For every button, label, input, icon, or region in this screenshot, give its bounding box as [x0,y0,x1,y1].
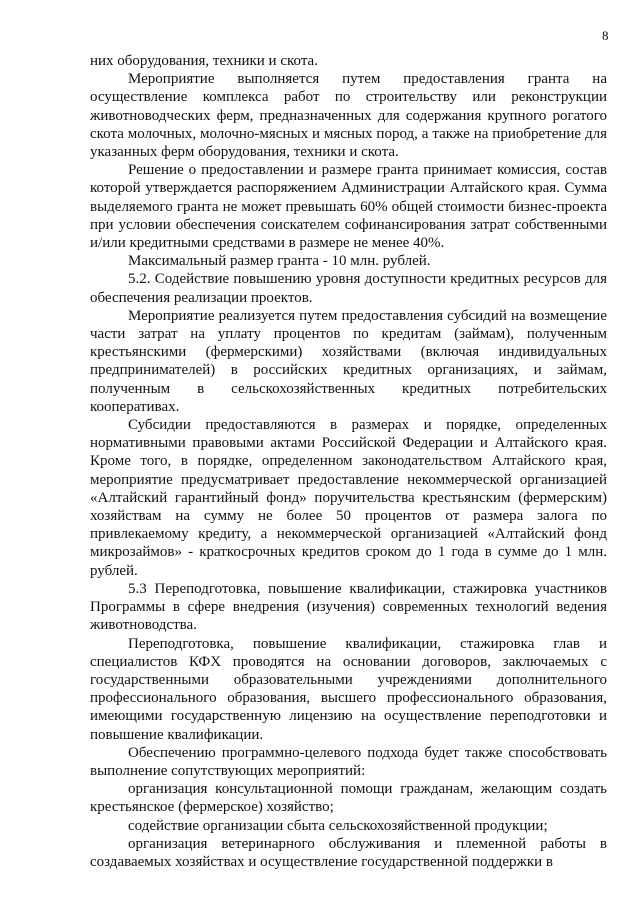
paragraph: Переподготовка, повышение квалификации, стажировка глав и специалистов КФХ проводятся на основании договоров, заключаемых с государственными образовательными учреждениями дополнительного профессионального образования, высшего профессионального образования, имеющими государственную лицензию на осуществление переподготовки и повышение квалификации. [90,635,607,743]
paragraph: 5.2. Содействие повышению уровня доступности кредитных ресурсов для обеспечения реализации проектов. [90,271,607,306]
paragraph: Обеспечению программно-целевого подхода будет также способствовать выполнение сопутствующих мероприятий: [90,744,607,779]
paragraph: Максимальный размер гранта - 10 млн. рублей. [128,253,431,270]
paragraph: Мероприятие выполняется путем предоставления гранта на осуществление комплекса работ по строительству или реконструкции животноводческих ферм, предназначенных для содержания крупного рогатого скота молочных, молочно-мясных и мясных пород, а также на приобретение для указанных ферм оборудования, техники и скота. [90,71,607,161]
page-number: 8 [602,28,609,43]
paragraph: них оборудования, техники и скота. [90,53,318,69]
paragraph: содействие организации сбыта сельскохозяйственной продукции; [128,817,548,834]
paragraph: организация ветеринарного обслуживания и племенной работы в создаваемых хозяйствах и осуществление государственной поддержки в [90,835,607,870]
paragraph: организация консультационной помощи гражданам, желающим создать крестьянское (фермерское) хозяйство; [90,781,607,816]
paragraph: Мероприятие реализуется путем предоставления субсидий на возмещение части затрат на уплату процентов по кредитам (займам), полученным крестьянскими (фермерскими) хозяйствами (включая индивидуальных предпринимателей) в российских кредитных организациях, и займам, полученным в сельскохозяйственных кредитных потребительских кооперативах. [90,307,607,415]
paragraph: Субсидии предоставляются в размерах и порядке, определенных нормативными правовыми актами Российской Федерации и Алтайского края. Кроме того, в порядке, определенном законодательством Алтайского края, мероприятие предусматривает предоставление некоммерческой организацией «Алтайский гарантийный фонд» поручительства крестьянским (фермерским) хозяйствам на сумму не более 50 процентов от размера залога по привлекаемому кредиту, а некоммерческой организацией «Алтайский фонд микрозаймов» - краткосрочных кредитов сроком до 1 года в сумме до 1 млн. рублей. [90,417,607,579]
document-body [90,52,607,871]
paragraph: 5.3 Переподготовка, повышение квалификации, стажировка участников Программы в сфере внедрения (изучения) современных технологий ведения животноводства. [90,580,607,634]
paragraph: Решение о предоставлении и размере гранта принимает комиссия, состав которой утверждается распоряжением Администрации Алтайского края. Сумма выделяемого гранта не может превышать 60% общей стоимости бизнес-проекта при условии обеспечения соискателем софинансирования затрат собственными и/или кредитными средствами в размере не менее 40%. [90,162,607,252]
